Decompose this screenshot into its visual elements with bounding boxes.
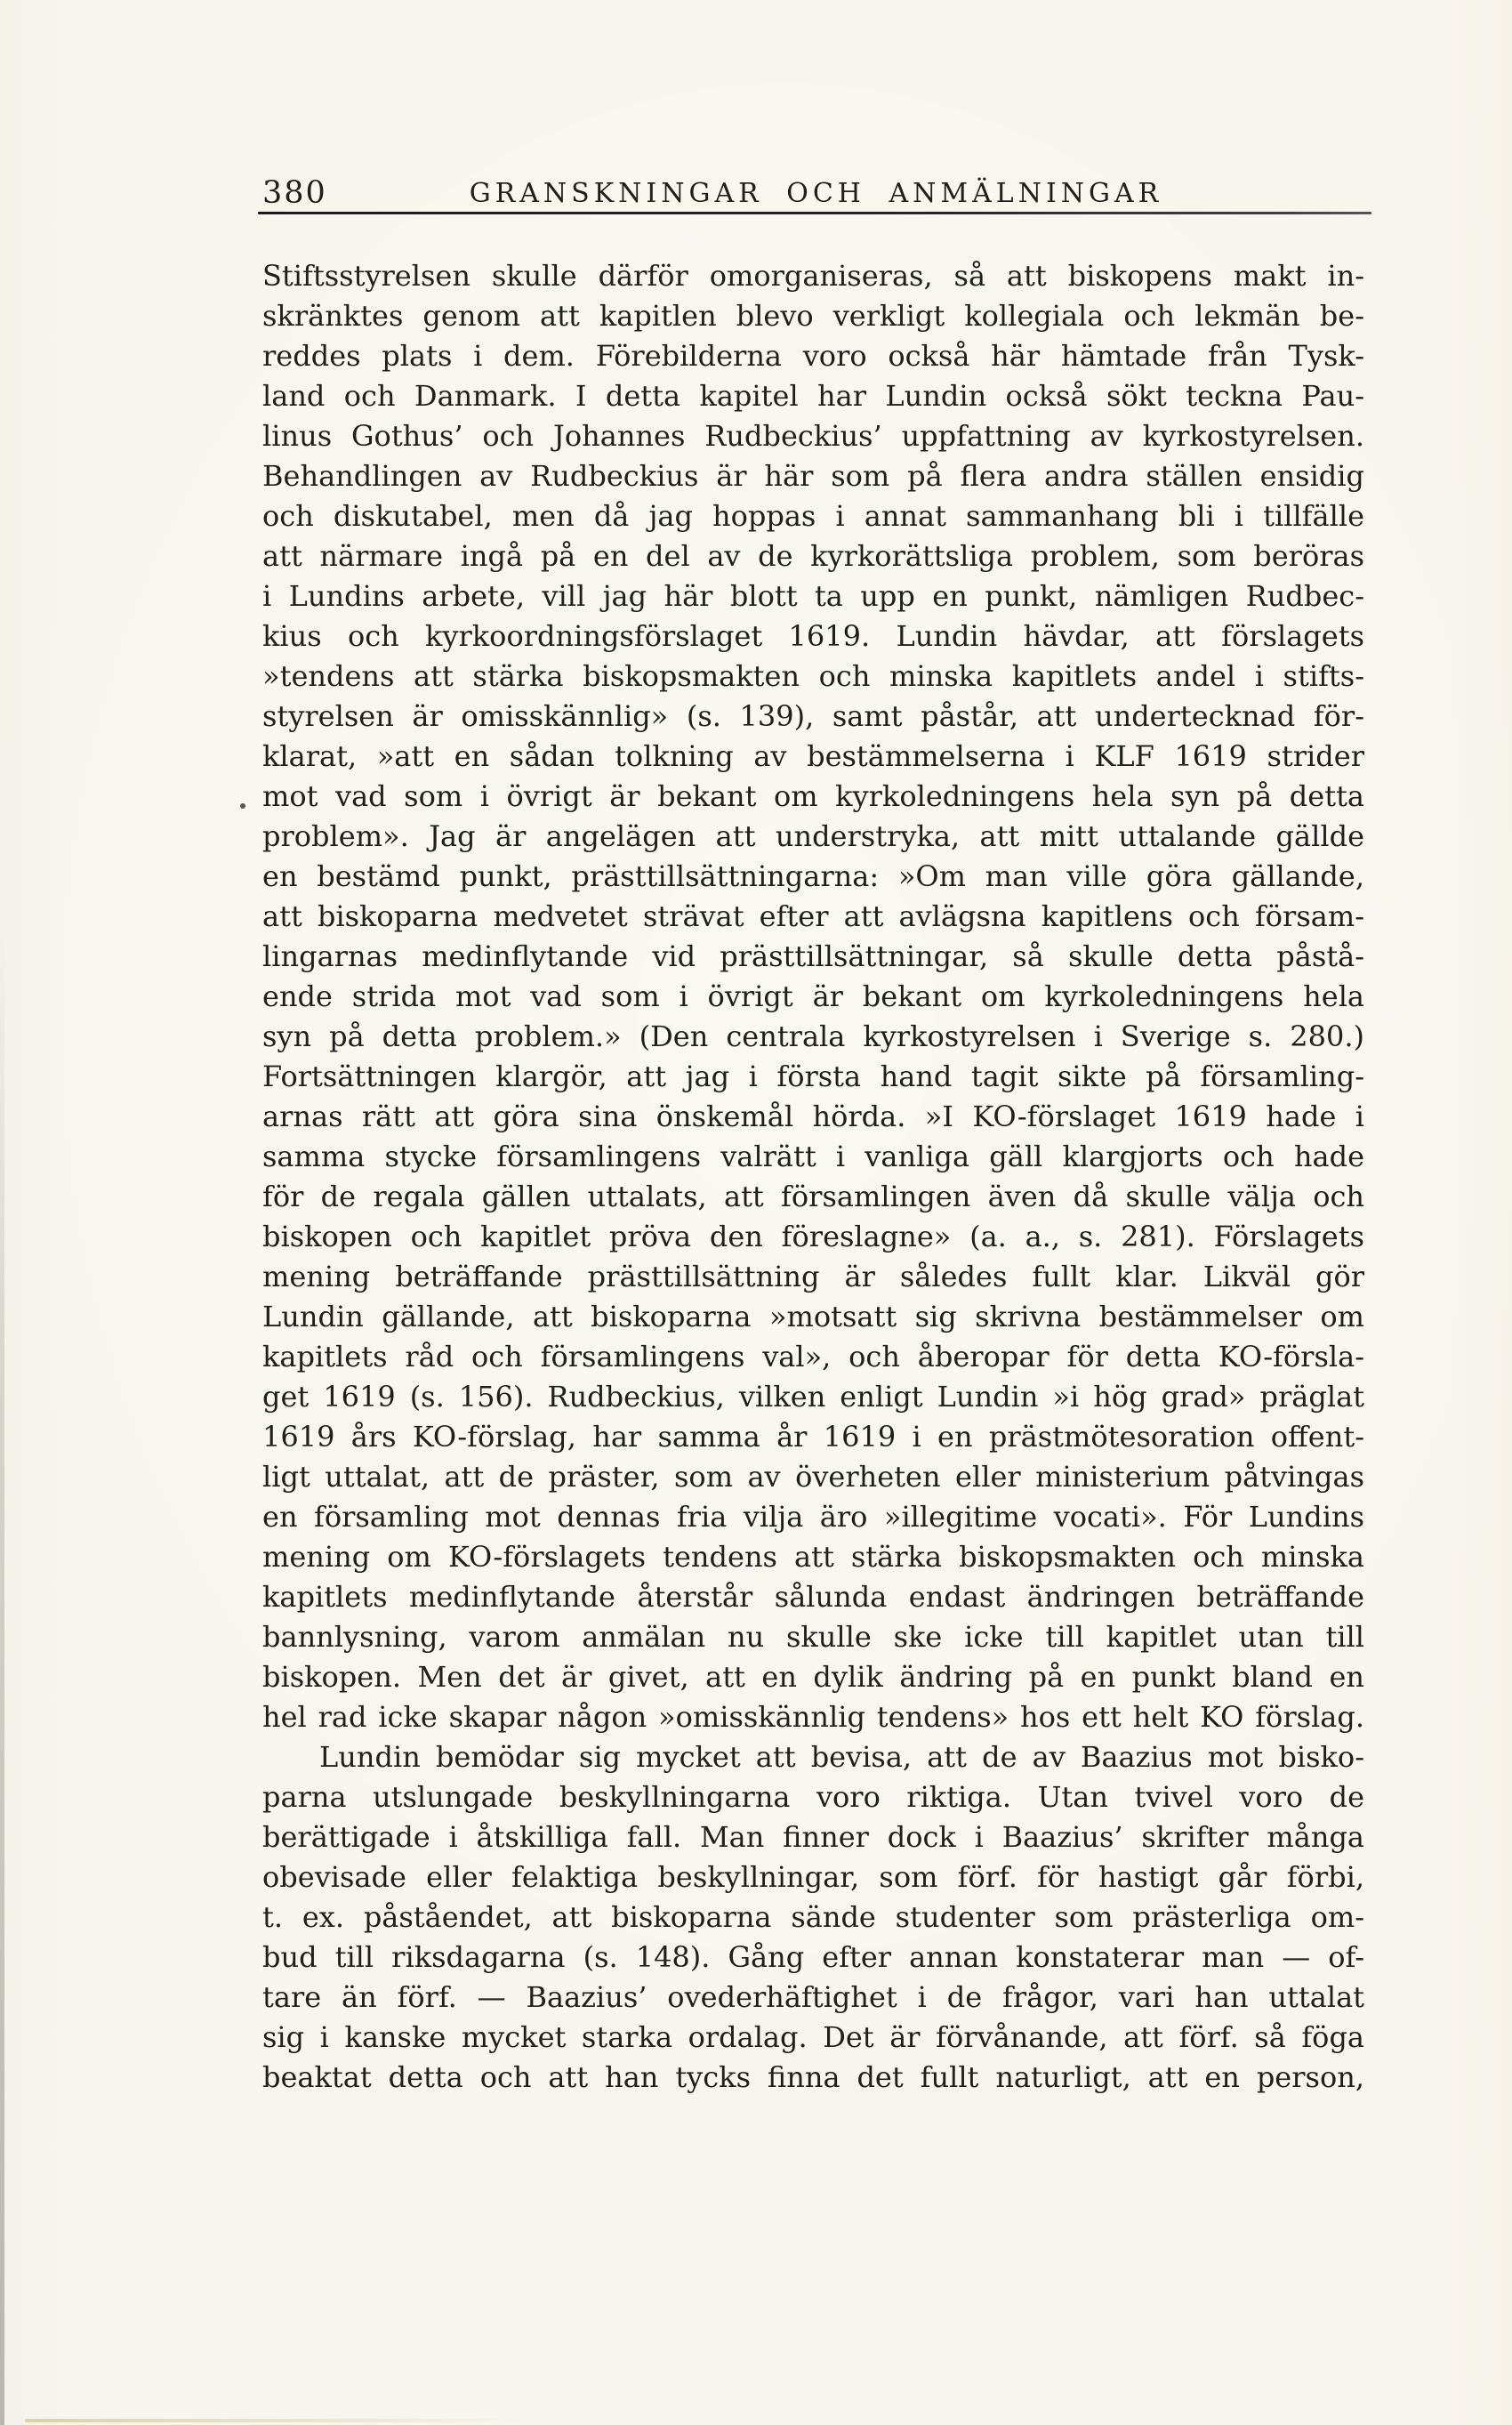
text-line: land och Danmark. I detta kapitel har Lundin också sökt teckna Pau-: [262, 379, 1364, 413]
text-line: hel rad icke skapar någon »omisskännlig tendens» hos ett helt KO förslag.: [262, 1700, 1364, 1734]
text-line: styrelsen är omisskännlig» (s. 139), samt påstår, att undertecknad för-: [262, 699, 1364, 733]
text-line: kapitlets råd och församlingens val», och åberopar för detta KO-försla-: [262, 1340, 1364, 1374]
page-number: 380: [262, 175, 327, 211]
text-line: Stiftsstyrelsen skulle därför omorganiseras, så att biskopens makt in-: [262, 259, 1364, 293]
text-line: mening beträffande prästtillsättning är således fullt klar. Likväl gör: [262, 1260, 1364, 1293]
text-line: get 1619 (s. 156). Rudbeckius, vilken enligt Lundin »i hög grad» präglat: [262, 1380, 1364, 1414]
text-line: kapitlets medinflytande återstår sålunda endast ändringen beträffande: [262, 1580, 1364, 1614]
text-line: 1619 års KO-förslag, har samma år 1619 i en prästmötesoration offent-: [262, 1420, 1364, 1454]
text-line: Fortsättningen klargör, att jag i första hand tagit sikte på församling-: [262, 1059, 1364, 1093]
text-line: berättigade i åtskilliga fall. Man finner dock i Baazius’ skrifter många: [262, 1820, 1364, 1854]
text-line: bud till riksdagarna (s. 148). Gång efter annan konstaterar man — of-: [262, 1940, 1364, 1974]
scan-edge-left-artifact: [0, 934, 4, 2425]
running-title: GRANSKNINGAR OCH ANMÄLNINGAR: [469, 178, 1163, 209]
text-line: mening om KO-förslagets tendens att stärka biskopsmakten och minska: [262, 1540, 1364, 1574]
text-line: lingarnas medinflytande vid prästtillsättningar, så skulle detta påstå-: [262, 939, 1364, 973]
ink-speck-artifact: [240, 803, 245, 809]
text-line: reddes plats i dem. Förebilderna voro också här hämtade från Tysk-: [262, 339, 1364, 373]
text-line: biskopen och kapitlet pröva den föreslagne» (a. a., s. 281). Förslagets: [262, 1220, 1364, 1253]
header-rule: [258, 212, 1371, 214]
text-line: Lundin bemödar sig mycket att bevisa, att de av Baazius mot bisko-: [319, 1740, 1364, 1774]
text-line: biskopen. Men det är givet, att en dylik ändring på en punkt bland en: [262, 1660, 1364, 1694]
text-line: kius och kyrkoordningsförslaget 1619. Lundin hävdar, att förslagets: [262, 619, 1364, 653]
text-line: arnas rätt att göra sina önskemål hörda. »I KO-förslaget 1619 hade i: [262, 1100, 1364, 1133]
text-block: [262, 256, 1364, 2098]
paragraph: [262, 1737, 1364, 2098]
text-line: parna utslungade beskyllningarna voro riktiga. Utan tvivel voro de: [262, 1780, 1364, 1814]
text-line: för de regala gällen uttalats, att församlingen även då skulle välja och: [262, 1180, 1364, 1213]
text-line: linus Gothus’ och Johannes Rudbeckius’ uppfattning av kyrkostyrelsen.: [262, 419, 1364, 453]
text-line: samma stycke församlingens valrätt i vanliga gäll klargjorts och hade: [262, 1140, 1364, 1173]
text-line: och diskutabel, men då jag hoppas i annat sammanhang bli i tillfälle: [262, 499, 1364, 533]
text-line: skränktes genom att kapitlen blevo verkligt kollegiala och lekmän be-: [262, 299, 1364, 333]
running-head: [262, 174, 1370, 213]
text-line: att biskoparna medvetet strävat efter att avlägsna kapitlens och försam-: [262, 899, 1364, 933]
text-line: sig i kanske mycket starka ordalag. Det är förvånande, att förf. så föga: [262, 2020, 1364, 2054]
text-line: bannlysning, varom anmälan nu skulle ske icke till kapitlet utan till: [262, 1620, 1364, 1654]
text-line: klarat, »att en sådan tolkning av bestämmelserna i KLF 1619 strider: [262, 739, 1364, 773]
text-line: beaktat detta och att han tycks finna det fullt naturligt, att en person,: [262, 2060, 1364, 2094]
text-line: t. ex. påståendet, att biskoparna sände studenter som prästerliga om-: [262, 1900, 1364, 1934]
text-line: i Lundins arbete, vill jag här blott ta upp en punkt, nämligen Rudbec-: [262, 579, 1364, 613]
text-line: att närmare ingå på en del av de kyrkorättsliga problem, som beröras: [262, 539, 1364, 573]
text-line: en församling mot dennas fria vilja äro »illegitime vocati». För Lundins: [262, 1500, 1364, 1534]
text-line: »tendens att stärka biskopsmakten och minska kapitlets andel i stifts-: [262, 659, 1364, 693]
text-line: problem». Jag är angelägen att understryka, att mitt uttalande gällde: [262, 819, 1364, 853]
scan-edge-bottom-artifact: [25, 2419, 523, 2422]
text-line: en bestämd punkt, prästtillsättningarna: »Om man ville göra gällande,: [262, 859, 1364, 893]
text-line: ende strida mot vad som i övrigt är bekant om kyrkoledningens hela: [262, 979, 1364, 1013]
text-line: obevisade eller felaktiga beskyllningar, som förf. för hastigt går förbi,: [262, 1860, 1364, 1894]
text-line: tare än förf. — Baazius’ ovederhäftighet i de frågor, vari han uttalat: [262, 1980, 1364, 2014]
text-line: syn på detta problem.» (Den centrala kyrkostyrelsen i Sverige s. 280.): [262, 1019, 1364, 1053]
text-line: ligt uttalat, att de präster, som av överheten eller ministerium påtvingas: [262, 1460, 1364, 1494]
text-line: mot vad som i övrigt är bekant om kyrkoledningens hela syn på detta: [262, 779, 1364, 813]
text-line: Lundin gällande, att biskoparna »motsatt sig skrivna bestämmelser om: [262, 1300, 1364, 1333]
text-line: Behandlingen av Rudbeckius är här som på flera andra ställen ensidig: [262, 459, 1364, 493]
paragraph: [262, 256, 1364, 1737]
